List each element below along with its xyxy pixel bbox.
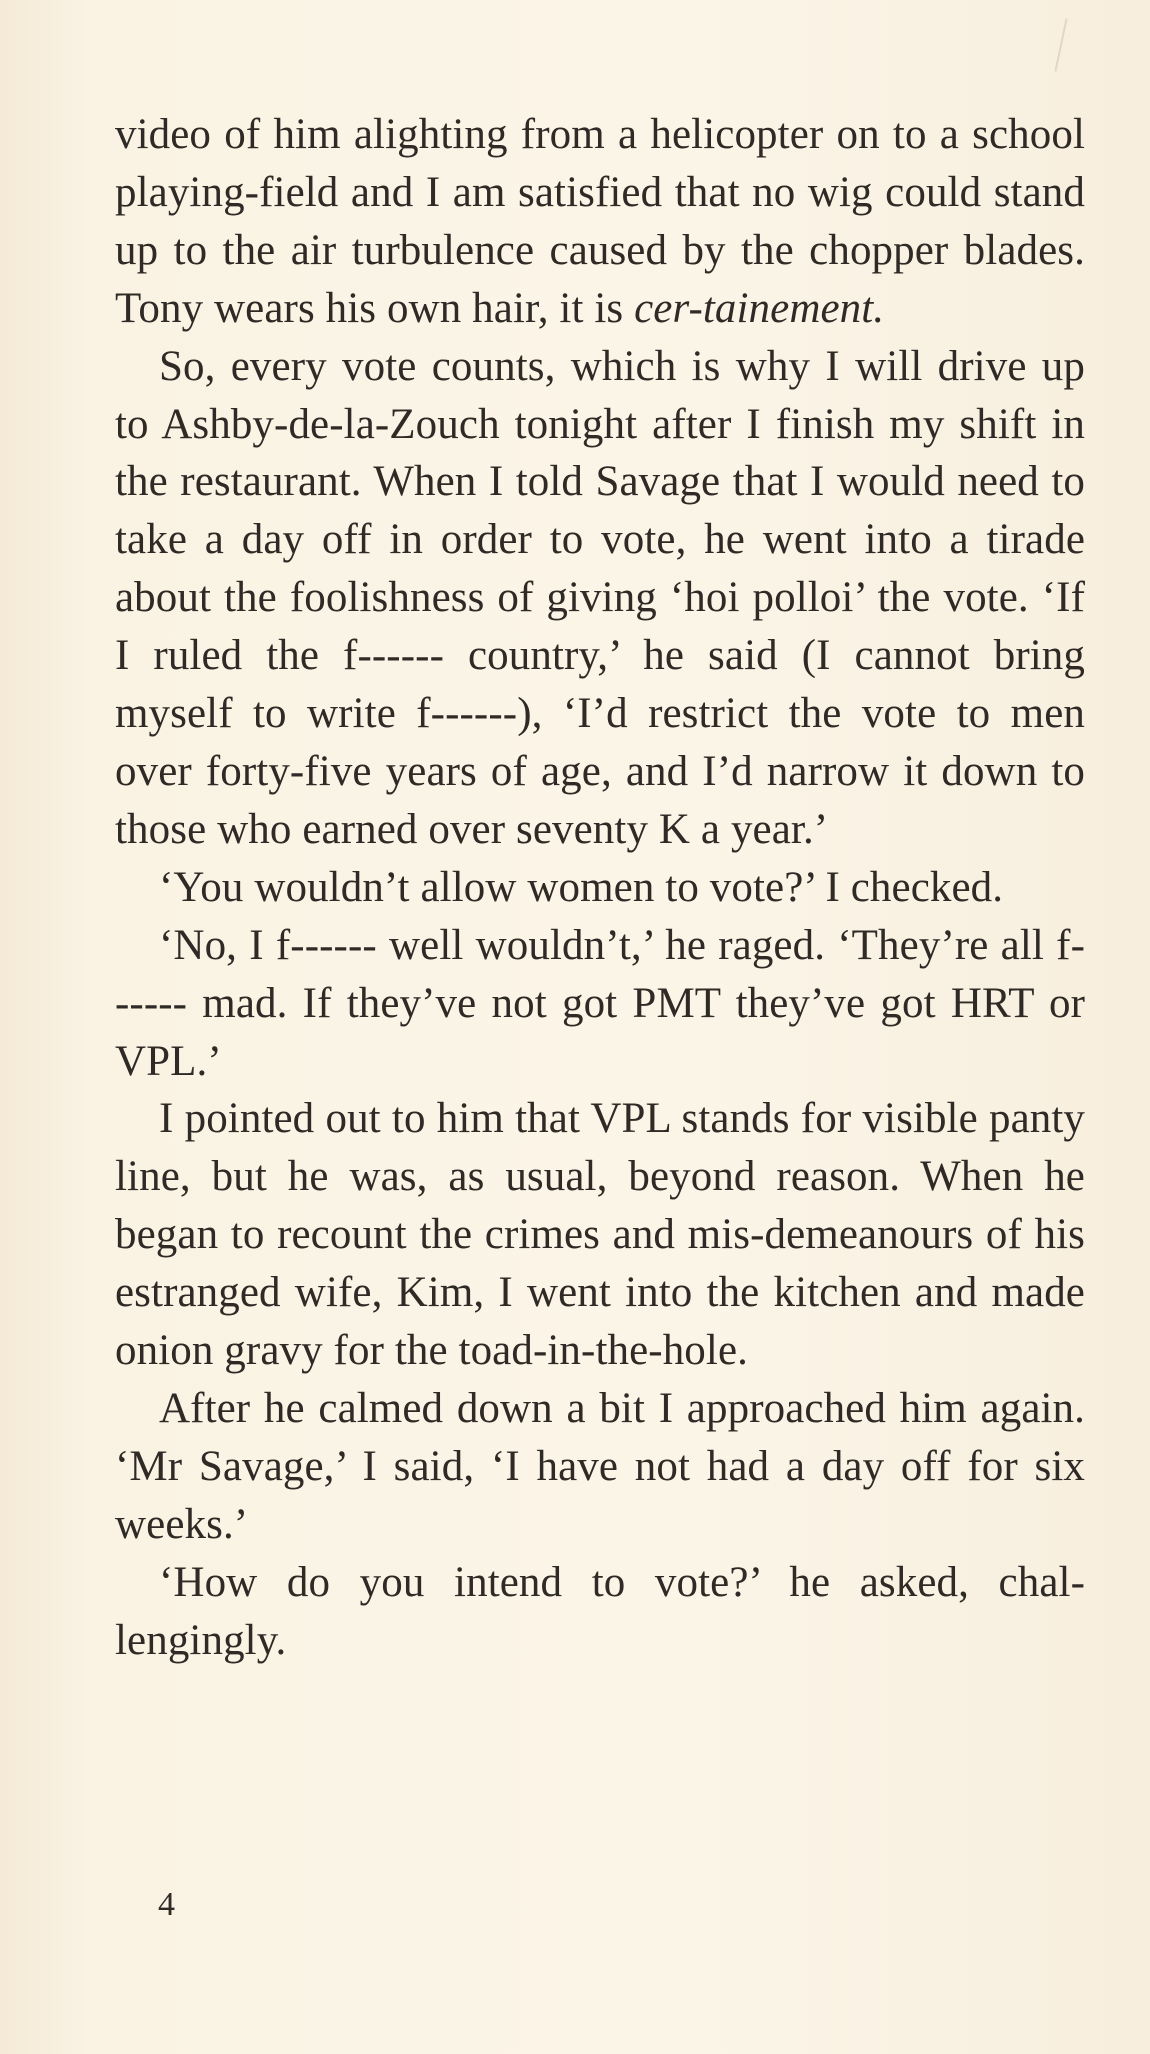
page-text — [115, 106, 1085, 1669]
paragraph-5: I pointed out to him that VPL stands for visible panty line, but he was, as usual, beyond reason. When he began to recount the crimes and mis-demeanours of his estranged wife, Kim, I went into the kitchen and made onion gravy for the toad-in-the-hole. — [115, 1095, 1085, 1375]
paragraph-2: So, every vote counts, which is why I will drive up to Ashby-de-la-Zouch tonight after I finish my shift in the restaurant. When I told Savage that I would need to take a day off in order to vote, he went into a tirade about the foolishness of giving ‘hoi polloi’ the vote. ‘If I ruled the f------ country,’ he said (I cannot bring myself to write f------), ‘I’d restrict the vote to men over forty-five years of age, and I’d narrow it down to those who earned over seventy K a year.’ — [115, 342, 1085, 853]
paragraph-1 — [115, 106, 1085, 338]
paragraph-3: ‘You wouldn’t allow women to vote?’ I checked. — [159, 863, 1004, 911]
paragraph-1-italic: cer-tainement. — [634, 284, 885, 332]
page-number: 4 — [158, 1886, 175, 1923]
paragraph-6: After he calmed down a bit I approached him again. ‘Mr Savage,’ I said, ‘I have not had a day off for six weeks.’ — [115, 1384, 1085, 1548]
paragraph-1-text: video of him alighting from a helicopter on to a school playing-field and I am satisfied that no wig could stand up to the air turbulence caused by the chopper blades. Tony wears his own hair, it is — [115, 111, 1085, 332]
paragraph-4: ‘No, I f------ well wouldn’t,’ he raged. ‘They’re all f------ mad. If they’ve not got PMT they’ve got HRT or VPL.’ — [115, 921, 1085, 1085]
paragraph-7: ‘How do you intend to vote?’ he asked, chal-lengingly. — [115, 1558, 1085, 1664]
page-mark — [1054, 18, 1067, 71]
